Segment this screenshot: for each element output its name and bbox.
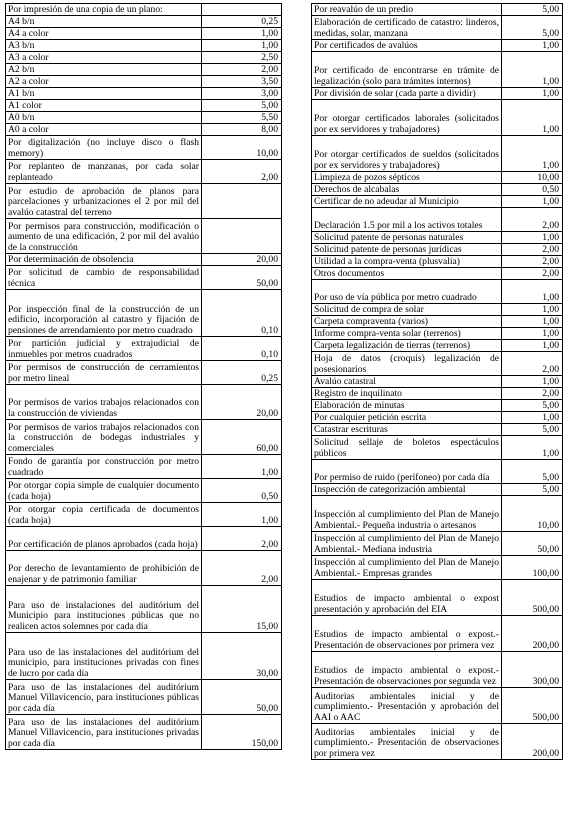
fee-description: A1 b/n (6, 88, 202, 100)
fee-row (312, 340, 563, 352)
fee-row (6, 64, 282, 76)
fee-amount: 1,00 (202, 503, 282, 527)
fee-description: A4 b/n (6, 16, 202, 28)
fee-description: Utilidad a la compra-venta (plusvalía) (312, 256, 502, 268)
fee-description: Certificar de no adeudar al Municipio (312, 196, 502, 208)
fee-amount: 5,00 (502, 460, 563, 484)
fee-amount: 500,00 (502, 580, 563, 616)
fee-description: Por otorgar certificados laborales (solicitados por ex servidores y trabajadores) (312, 100, 502, 136)
fee-description: A3 b/n (6, 40, 202, 52)
fee-row (6, 361, 282, 385)
fee-description: Por replanteo de manzanas, por cada solar replanteado (6, 160, 202, 184)
fee-description: Elaboración de certificado de catastro: linderos, medidas, solar, manzana (312, 16, 502, 40)
fee-row (6, 503, 282, 527)
fee-description: Inspección al cumplimiento del Plan de Manejo Ambiental.- Empresas grandes (312, 556, 502, 580)
fee-row (6, 184, 282, 219)
fee-amount: 1,00 (502, 40, 563, 52)
fee-amount: 2,00 (502, 268, 563, 280)
fee-row (312, 208, 563, 232)
fee-row (312, 196, 563, 208)
fee-amount: 200,00 (502, 616, 563, 652)
fee-row (6, 455, 282, 479)
fee-row (6, 715, 282, 750)
fee-description: Por otorgar certificados de sueldos (solicitados por ex servidores y trabajadores) (312, 136, 502, 172)
fee-row (312, 652, 563, 688)
fee-amount: 2,00 (502, 244, 563, 256)
fee-row (6, 385, 282, 420)
fee-amount: 150,00 (202, 715, 282, 750)
fee-row (6, 586, 282, 633)
fee-description: Por permisos para construcción, modificación o aumento de una edificación, 2 por mil del avalúo de la construcción (6, 219, 202, 254)
fee-amount: 2,00 (202, 64, 282, 76)
fee-amount: 0,25 (202, 16, 282, 28)
fee-description: Carpeta legalización de tierras (terrenos) (312, 340, 502, 352)
fee-row (6, 136, 282, 160)
fee-amount: 0,10 (202, 337, 282, 361)
fee-amount: 300,00 (502, 652, 563, 688)
fee-description: Informe compra-venta solar (terrenos) (312, 328, 502, 340)
fee-amount: 1,00 (502, 232, 563, 244)
fee-row (312, 424, 563, 436)
fee-row (6, 551, 282, 586)
fee-row (6, 254, 282, 266)
fee-description: A4 a color (6, 28, 202, 40)
fee-amount: 8,00 (202, 124, 282, 136)
fee-description: Por otorgar copia simple de cualquier documento (cada hoja) (6, 479, 202, 503)
fee-description: Por otorgar copia certificada de documentos (cada hoja) (6, 503, 202, 527)
fee-row (312, 40, 563, 52)
fee-description: Por permisos de varios trabajos relacionados con la construcción de viviendas (6, 385, 202, 420)
fee-amount (202, 4, 282, 16)
fee-amount: 1,00 (502, 88, 563, 100)
fee-description: Catastrar escrituras (312, 424, 502, 436)
fee-description: Hoja de datos (croquis) legalización de posesionarios (312, 352, 502, 376)
fee-amount: 2,00 (202, 160, 282, 184)
fee-amount: 1,00 (202, 40, 282, 52)
fee-description: Por permisos de construcción de cerramientos por metro lineal (6, 361, 202, 385)
fee-row (6, 633, 282, 680)
fee-description: A0 a color (6, 124, 202, 136)
fee-amount: 5,00 (502, 424, 563, 436)
fee-row (312, 412, 563, 424)
fee-description: Carpeta compraventa (varios) (312, 316, 502, 328)
fee-row (312, 724, 563, 760)
fee-row (6, 290, 282, 337)
fee-amount: 5,00 (502, 400, 563, 412)
fee-description: Solicitud sellaje de boletos espectáculos públicos (312, 436, 502, 460)
fee-row (312, 280, 563, 304)
fee-amount: 0,25 (202, 361, 282, 385)
fee-amount: 5,50 (202, 112, 282, 124)
fee-row (312, 460, 563, 484)
fee-description: Por reavalúo de un predio (312, 4, 502, 16)
fee-description: Solicitud patente de personas jurídicas (312, 244, 502, 256)
fee-amount (202, 184, 282, 219)
fee-amount: 20,00 (202, 254, 282, 266)
fee-table-left-body (6, 4, 282, 750)
fee-row (6, 527, 282, 551)
fee-row (312, 88, 563, 100)
fee-amount: 1,00 (502, 100, 563, 136)
fee-row (312, 184, 563, 196)
fee-amount: 50,00 (502, 532, 563, 556)
fee-amount: 1,00 (502, 304, 563, 316)
fee-row (312, 100, 563, 136)
fee-description: Por permiso de ruido (perifoneo) por cada día (312, 460, 502, 484)
fee-row (6, 337, 282, 361)
fee-row (312, 484, 563, 496)
fee-row (312, 232, 563, 244)
fee-description: A0 b/n (6, 112, 202, 124)
fee-amount: 15,00 (202, 586, 282, 633)
fee-row (6, 28, 282, 40)
fee-row (312, 52, 563, 88)
fee-amount: 1,00 (502, 376, 563, 388)
fee-amount: 50,00 (202, 680, 282, 715)
fee-description: Por cualquier petición escrita (312, 412, 502, 424)
fee-row (312, 400, 563, 412)
fee-amount: 30,00 (202, 633, 282, 680)
fee-row (6, 680, 282, 715)
fee-description: Elaboración de minutas (312, 400, 502, 412)
fee-row (6, 124, 282, 136)
fee-description: Por permisos de varios trabajos relacionados con la construcción de bodegas industriales y comerciales (6, 420, 202, 455)
fee-row (6, 4, 282, 16)
fee-row (312, 316, 563, 328)
fee-row (6, 16, 282, 28)
fee-row (312, 256, 563, 268)
fee-description: Inspección de categorización ambiental (312, 484, 502, 496)
fee-description: Estudios de impacto ambiental o expost presentación y aprobación del EIA (312, 580, 502, 616)
fee-amount: 10,00 (502, 496, 563, 532)
fee-row (6, 88, 282, 100)
fee-description: Por solicitud de cambio de responsabilidad técnica (6, 266, 202, 290)
fee-description: Inspección al cumplimiento del Plan de Manejo Ambiental.- Pequeña industria o artesanos (312, 496, 502, 532)
fee-row (6, 40, 282, 52)
fee-amount: 1,00 (502, 412, 563, 424)
fee-description: A2 b/n (6, 64, 202, 76)
fee-amount: 20,00 (202, 385, 282, 420)
fee-amount: 1,00 (502, 328, 563, 340)
fee-table-left (5, 3, 282, 750)
fee-row (6, 52, 282, 64)
fee-description: Declaración 1.5 por mil a los activos totales (312, 208, 502, 232)
fee-amount: 2,00 (502, 256, 563, 268)
fee-amount: 1,00 (502, 52, 563, 88)
fee-row (6, 266, 282, 290)
fee-description: Por inspección final de la construcción de un edificio, incorporación al catastro y fijación de pensiones de arrendamiento por metro cuadrado (6, 290, 202, 337)
fee-description: Por estudio de aprobación de planos para parcelaciones y urbanizaciones el 2 por mil del avalúo catastral del terreno (6, 184, 202, 219)
fee-row (312, 556, 563, 580)
fee-amount: 1,00 (502, 196, 563, 208)
fee-description: Por partición judicial y extrajudicial de inmuebles por metros cuadrados (6, 337, 202, 361)
fee-description: Por digitalización (no incluye disco o flash memory) (6, 136, 202, 160)
fee-row (6, 100, 282, 112)
fee-description: A1 color (6, 100, 202, 112)
fee-amount: 0,10 (202, 290, 282, 337)
fee-amount (202, 219, 282, 254)
fee-description: Para uso de las instalaciones del auditórium Manuel Villavicencio, para instituciones públicas por cada día (6, 680, 202, 715)
fee-description: Limpieza de pozos sépticos (312, 172, 502, 184)
fee-amount: 1,00 (202, 28, 282, 40)
fee-description: Inspección al cumplimiento del Plan de Manejo Ambiental.- Mediana industria (312, 532, 502, 556)
fee-amount: 2,00 (502, 388, 563, 400)
fee-amount: 100,00 (502, 556, 563, 580)
fee-description: Estudios de impacto ambiental o expost.- Presentación de observaciones por segunda vez (312, 652, 502, 688)
fee-description: Auditorias ambientales inicial y de cumplimiento.- Presentación de observaciones por primera vez (312, 724, 502, 760)
fee-description: Por impresión de una copia de un plano: (6, 4, 202, 16)
fee-amount: 2,00 (202, 551, 282, 586)
fee-description: Por certificados de avalúos (312, 40, 502, 52)
fee-amount: 2,50 (202, 52, 282, 64)
fee-row (312, 688, 563, 724)
fee-amount: 1,00 (502, 136, 563, 172)
fee-row (312, 580, 563, 616)
fee-row (312, 268, 563, 280)
fee-row (312, 532, 563, 556)
fee-row (6, 76, 282, 88)
fee-amount: 1,00 (502, 316, 563, 328)
fee-amount: 500,00 (502, 688, 563, 724)
fee-amount: 2,00 (502, 352, 563, 376)
fee-description: Avalúo catastral (312, 376, 502, 388)
fee-description: Solicitud patente de personas naturales (312, 232, 502, 244)
fee-amount: 2,00 (502, 208, 563, 232)
fee-amount: 0,50 (202, 479, 282, 503)
fee-row (312, 16, 563, 40)
fee-row (312, 496, 563, 532)
fee-description: Otros documentos (312, 268, 502, 280)
fee-description: Fondo de garantía por construcción por metro cuadrado (6, 455, 202, 479)
fee-amount: 50,00 (202, 266, 282, 290)
fee-amount: 1,00 (502, 340, 563, 352)
fee-description: Auditorias ambientales inicial y de cumplimiento.- Presentación y aprobación del AAI o AAC (312, 688, 502, 724)
fee-description: Para uso de instalaciones del auditórium del Municipio para instituciones públicas que no realicen actos solemnes por cada día (6, 586, 202, 633)
fee-row (312, 136, 563, 172)
fee-amount: 1,00 (502, 280, 563, 304)
fee-table-right-body (312, 4, 563, 760)
fee-row (312, 388, 563, 400)
fee-amount: 10,00 (502, 172, 563, 184)
fee-amount: 1,00 (202, 455, 282, 479)
fee-row (6, 219, 282, 254)
fee-description: A2 a color (6, 76, 202, 88)
fee-row (312, 376, 563, 388)
fee-description: Por certificación de planos aprobados (cada hoja) (6, 527, 202, 551)
fee-amount: 3,50 (202, 76, 282, 88)
fee-row (312, 172, 563, 184)
fee-description: Por certificado de encontrarse en trámite de legalización (solo para trámites internos) (312, 52, 502, 88)
fee-row (312, 244, 563, 256)
fee-amount: 10,00 (202, 136, 282, 160)
fee-amount: 5,00 (502, 484, 563, 496)
fee-row (6, 160, 282, 184)
fee-description: Estudios de impacto ambiental o expost.- Presentación de observaciones por primera vez (312, 616, 502, 652)
fee-row (312, 352, 563, 376)
fee-amount: 5,00 (202, 100, 282, 112)
fee-description: Por uso de vía pública por metro cuadrado (312, 280, 502, 304)
fee-amount: 5,00 (502, 4, 563, 16)
fee-description: A3 a color (6, 52, 202, 64)
fee-description: Por derecho de levantamiento de prohibición de enajenar y de patrimonio familiar (6, 551, 202, 586)
fee-row (312, 304, 563, 316)
fee-amount: 0,50 (502, 184, 563, 196)
fee-table-right (311, 3, 563, 760)
fee-description: Para uso de las instalaciones del auditórium del municipio, para instituciones privadas con fines de lucro por cada día (6, 633, 202, 680)
fee-amount: 60,00 (202, 420, 282, 455)
fee-row (312, 328, 563, 340)
fee-amount: 3,00 (202, 88, 282, 100)
fee-row (6, 420, 282, 455)
fee-description: Derechos de alcabalas (312, 184, 502, 196)
fee-amount: 5,00 (502, 16, 563, 40)
fee-amount: 2,00 (202, 527, 282, 551)
fee-description: Por determinación de obsolencia (6, 254, 202, 266)
fee-description: Para uso de las instalaciones del auditórium Manuel Villavicencio, para instituciones privadas por cada día (6, 715, 202, 750)
fee-description: Solicitud de compra de solar (312, 304, 502, 316)
fee-row (312, 4, 563, 16)
fee-row (6, 112, 282, 124)
fee-row (312, 436, 563, 460)
fee-row (6, 479, 282, 503)
fee-amount: 1,00 (502, 436, 563, 460)
fee-amount: 200,00 (502, 724, 563, 760)
fee-description: Por división de solar (cada parte a dividir) (312, 88, 502, 100)
fee-description: Registro de inquilinato (312, 388, 502, 400)
fee-row (312, 616, 563, 652)
